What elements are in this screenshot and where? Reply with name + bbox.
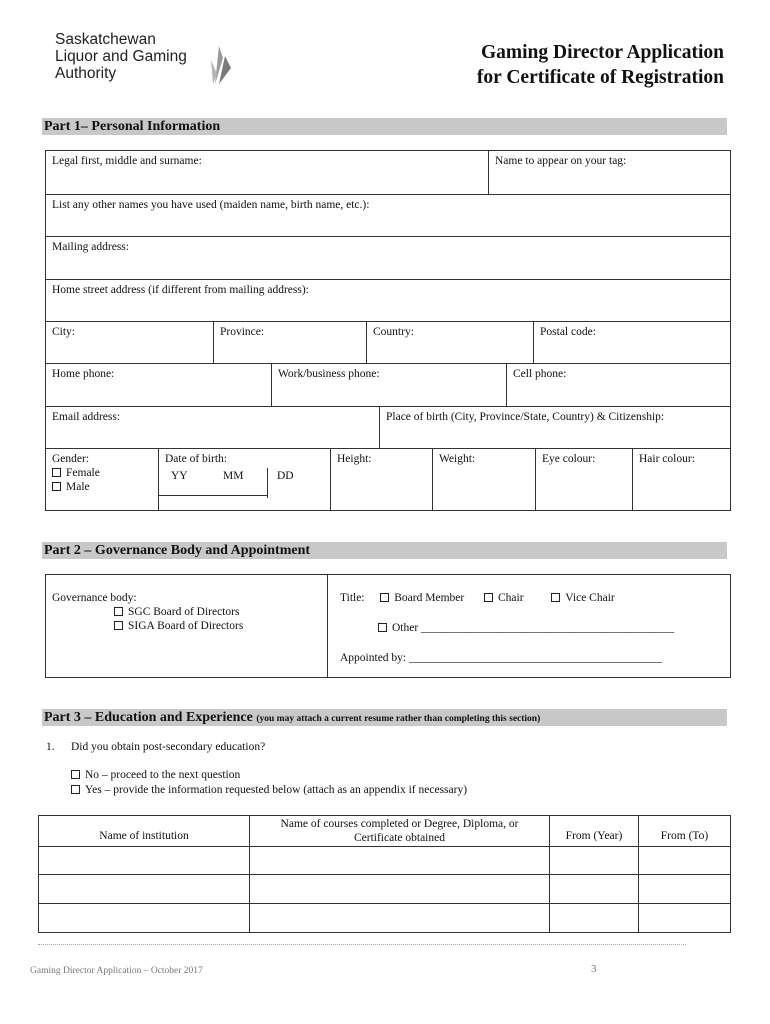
table-row [39, 904, 731, 933]
logo-line-2: Liquor and Gaming [55, 48, 187, 65]
email-label: Email address: [52, 411, 121, 423]
col-to-header [639, 816, 731, 847]
gender-label: Gender: [52, 453, 90, 465]
dob-label: Date of birth: [165, 453, 227, 465]
home-street-label: Home street address (if different from mailing address): [52, 284, 309, 296]
part3-heading [42, 709, 727, 728]
question-1-number: 1. [46, 741, 55, 753]
logo [55, 31, 187, 82]
part3-heading-note: (you may attach a current resume rather than completing this section) [256, 714, 541, 724]
title-line-2: for Certificate of Registration [476, 67, 724, 88]
sgc-label: SGC Board of Directors [128, 606, 240, 618]
province-field[interactable] [214, 322, 367, 364]
tag-name-label: Name to appear on your tag: [495, 155, 627, 167]
col-courses-label: Name of courses completed or Degree, Diploma, or Certificate obtained [280, 818, 519, 844]
hair-colour-field[interactable] [633, 449, 731, 511]
dob-dd-label: DD [277, 470, 294, 482]
dob-underline [159, 495, 267, 496]
mailing-address-field[interactable] [46, 237, 731, 280]
chair-label: Chair [497, 592, 524, 604]
col-to-label: From (To) [660, 830, 709, 842]
personal-info-table [45, 150, 731, 322]
col-from-label: From (Year) [565, 830, 623, 842]
dob-field[interactable] [159, 449, 331, 511]
education-no-label: No – proceed to the next question [85, 769, 241, 781]
home-street-field[interactable] [46, 280, 731, 322]
country-label: Country: [373, 326, 414, 338]
work-phone-label: Work/business phone: [278, 368, 380, 380]
table-row [39, 875, 731, 904]
city-label: City: [52, 326, 76, 338]
postal-code-label: Postal code: [540, 326, 596, 338]
from-cell[interactable] [550, 847, 639, 875]
col-institution-label: Name of institution [99, 830, 189, 842]
from-cell[interactable] [550, 904, 639, 933]
email-row [45, 406, 731, 449]
postal-code-field[interactable] [534, 322, 731, 364]
other-names-label: List any other names you have used (maiden name, birth name, etc.): [52, 199, 370, 211]
siga-option[interactable] [52, 619, 321, 633]
part1-heading: Part 1– Personal Information [44, 119, 221, 134]
footer-divider [38, 944, 686, 945]
to-cell[interactable] [639, 904, 731, 933]
part1-heading-bar [42, 118, 727, 135]
dob-yy-label: YY [171, 470, 188, 482]
to-cell[interactable] [639, 875, 731, 904]
table-row [39, 847, 731, 875]
board-member-checkbox[interactable] [380, 593, 389, 602]
chair-option[interactable] [484, 592, 524, 604]
from-cell[interactable] [550, 875, 639, 904]
email-field[interactable] [46, 407, 380, 449]
dob-parts [159, 469, 330, 485]
governance-table [45, 574, 731, 678]
col-courses-header [250, 816, 550, 847]
board-member-label: Board Member [394, 592, 465, 604]
siga-label: SIGA Board of Directors [128, 620, 244, 632]
female-checkbox[interactable] [52, 468, 61, 477]
sgc-checkbox[interactable] [114, 607, 123, 616]
governance-body-field [46, 575, 328, 678]
part3-heading-bar [42, 709, 727, 726]
male-label: Male [66, 481, 90, 493]
institution-cell[interactable] [39, 847, 250, 875]
logo-line-3: Authority [55, 65, 117, 82]
education-table [38, 815, 731, 933]
country-field[interactable] [367, 322, 534, 364]
cell-phone-field[interactable] [507, 364, 731, 407]
courses-cell[interactable] [250, 847, 550, 875]
title-field [328, 575, 731, 678]
page-number: 3 [591, 963, 597, 975]
col-institution-header [39, 816, 250, 847]
other-option[interactable] [340, 621, 724, 635]
female-option[interactable] [52, 466, 152, 480]
education-yes-option[interactable] [71, 783, 467, 797]
height-label: Height: [337, 453, 372, 465]
education-no-checkbox[interactable] [71, 770, 80, 779]
education-yes-checkbox[interactable] [71, 785, 80, 794]
part2-heading-bar [42, 542, 727, 559]
institution-cell[interactable] [39, 875, 250, 904]
chair-checkbox[interactable] [484, 593, 493, 602]
phone-row [45, 363, 731, 407]
weight-label: Weight: [439, 453, 476, 465]
appointed-by-field[interactable]: Appointed by: ____________________________________________ [340, 652, 662, 664]
home-phone-label: Home phone: [52, 368, 115, 380]
vice-chair-option[interactable] [551, 592, 614, 604]
birthplace-field[interactable] [380, 407, 731, 449]
part3-heading-text: Part 3 – Education and Experience [44, 710, 253, 725]
to-cell[interactable] [639, 847, 731, 875]
city-row [45, 321, 731, 364]
board-member-option[interactable] [380, 592, 464, 604]
dob-mm-label: MM [223, 470, 244, 482]
female-label: Female [66, 467, 100, 479]
courses-cell[interactable] [250, 904, 550, 933]
question-1-text: Did you obtain post-secondary education? [71, 741, 266, 753]
other-checkbox[interactable] [378, 623, 387, 632]
work-phone-field[interactable] [272, 364, 507, 407]
title-label: Title: [340, 592, 365, 604]
dob-divider [267, 468, 268, 498]
footer-text: Gaming Director Application – October 2017 [30, 966, 203, 976]
height-field[interactable] [331, 449, 433, 511]
logo-line-1: Saskatchewan [55, 31, 156, 48]
courses-cell[interactable] [250, 875, 550, 904]
home-phone-field[interactable] [46, 364, 272, 407]
col-from-header [550, 816, 639, 847]
other-names-field[interactable] [46, 195, 731, 237]
physical-row [45, 448, 731, 511]
institution-cell[interactable] [39, 904, 250, 933]
logo-leaf-icon [205, 44, 235, 86]
other-label: Other ____________________________________________ [392, 622, 675, 634]
governance-body-label: Governance body: [52, 592, 137, 604]
legal-name-label: Legal first, middle and surname: [52, 155, 202, 167]
title-line-1: Gaming Director Application [480, 42, 724, 63]
eye-colour-label: Eye colour: [542, 453, 596, 465]
vice-chair-checkbox[interactable] [551, 593, 560, 602]
tag-name-field[interactable] [489, 151, 731, 195]
hair-colour-label: Hair colour: [639, 453, 695, 465]
siga-checkbox[interactable] [114, 621, 123, 630]
male-option[interactable] [52, 480, 152, 494]
mailing-address-label: Mailing address: [52, 241, 129, 253]
eye-colour-field[interactable] [536, 449, 633, 511]
province-label: Province: [220, 326, 265, 338]
education-yes-label: Yes – provide the information requested below (attach as an appendix if necessary) [85, 784, 468, 796]
sgc-option[interactable] [52, 605, 321, 619]
education-no-option[interactable] [71, 768, 240, 782]
cell-phone-label: Cell phone: [513, 368, 567, 380]
city-field[interactable] [46, 322, 214, 364]
male-checkbox[interactable] [52, 482, 61, 491]
vice-chair-label: Vice Chair [565, 592, 615, 604]
birthplace-label: Place of birth (City, Province/State, Country) & Citizenship: [386, 411, 665, 423]
part2-heading: Part 2 – Governance Body and Appointment [44, 543, 311, 558]
document-title [477, 40, 724, 90]
weight-field[interactable] [433, 449, 536, 511]
title-options [340, 591, 724, 605]
legal-name-field[interactable] [46, 151, 489, 195]
gender-field [46, 449, 159, 511]
